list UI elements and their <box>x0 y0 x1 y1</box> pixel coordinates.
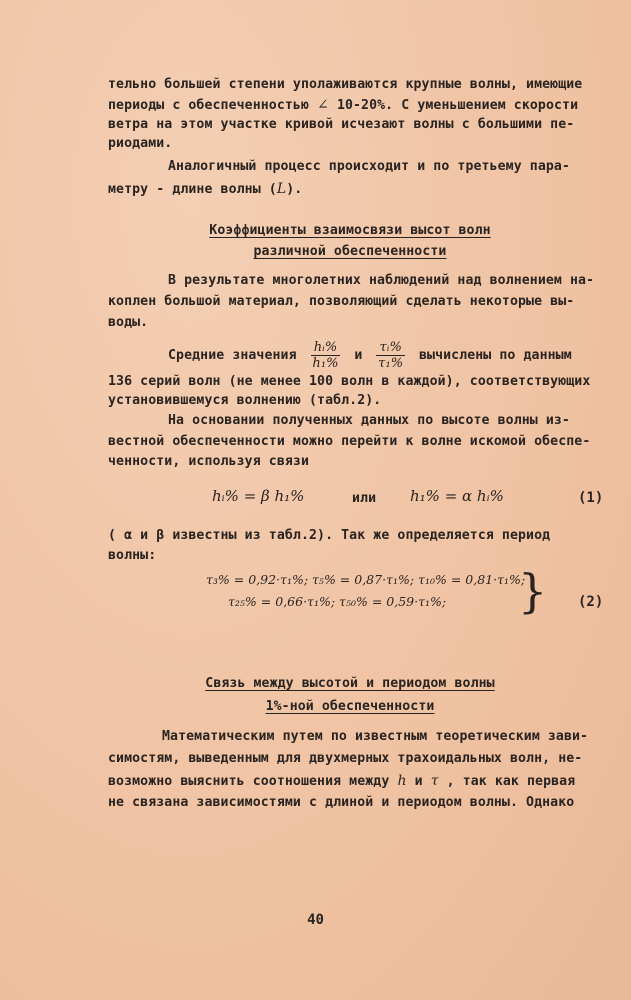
text-line: В результате многолетних наблюдений над волнением на- <box>168 273 595 288</box>
text-fragment: 10-20%. С уменьшением скорости <box>336 98 579 113</box>
text-line: риодами. <box>108 136 173 151</box>
text-line: не связана зависимостями с длиной и периодом волны. Однако <box>108 795 575 810</box>
wavelength-symbol: L <box>276 181 287 197</box>
text-line: вестной обеспеченности можно перейти к волне искомой обеспе- <box>108 434 591 449</box>
text-fragment: периоды с обеспеченностью <box>108 98 309 113</box>
text-fragment: , так как первая <box>446 774 576 789</box>
text-line: На основании полученных данных по высоте волны из- <box>168 413 570 428</box>
text-line <box>108 772 613 791</box>
period-ratio-fraction <box>376 340 404 371</box>
text-fragment: или <box>352 491 377 506</box>
text-fragment: и <box>354 348 363 363</box>
text-fragment: ). <box>286 182 303 197</box>
page-number: 40 <box>307 912 324 928</box>
height-symbol: h <box>397 773 407 789</box>
text-line: ченности, используя связи <box>108 454 309 469</box>
section-heading: 1%-ной обеспеченности <box>265 699 435 714</box>
text-line: 136 серий волн (не менее 100 волн в каждой), соответствующих <box>108 374 591 389</box>
text-fragment: вычислены по данным <box>418 348 572 363</box>
equation-number: (1) <box>578 490 604 506</box>
text-line: волны: <box>108 548 157 563</box>
text-fragment: метру - длине волны ( <box>108 182 277 197</box>
less-than-symbol: ∠ <box>317 97 329 113</box>
text-line: ( α и β известны из табл.2). Так же определяется период <box>108 528 551 543</box>
section-heading: Коэффициенты взаимосвязи высот волн <box>209 223 491 238</box>
text-line: Математическим путем по известным теоретическим зави- <box>162 729 589 744</box>
fraction-numerator: hᵢ% <box>311 340 341 356</box>
text-fragment: возможно выяснить соотношения между <box>108 774 390 789</box>
equation-row: τ₂₅% = 0,66·τ₁%; τ₅₀% = 0,59·τ₁%; <box>228 594 447 609</box>
fraction-numerator: τᵢ% <box>376 340 404 356</box>
text-line: симостям, выведенным для двухмерных трахоидальных волн, не- <box>108 751 583 766</box>
text-line <box>108 96 613 115</box>
section-heading: различной обеспеченности <box>253 244 447 259</box>
text-line: воды. <box>108 315 149 330</box>
height-ratio-fraction <box>311 340 341 371</box>
fraction-denominator: h₁% <box>312 355 339 371</box>
text-line <box>168 338 608 374</box>
right-brace: } <box>518 564 548 618</box>
period-symbol: τ <box>430 773 439 789</box>
text-line: коплен большой материал, позволяющий сделать некоторые вы- <box>108 294 575 309</box>
text-fragment: и <box>414 774 423 789</box>
text-line: тельно большей степени уполаживаются крупные волны, имеющие <box>108 77 583 92</box>
text-fragment: Средние значения <box>168 348 297 363</box>
text-line: ветра на этом участке кривой исчезают волны с большими пе- <box>108 117 575 132</box>
equation-row: τ₃% = 0,92·τ₁%; τ₅% = 0,87·τ₁%; τ₁₀% = 0,81·τ₁%; <box>206 572 526 587</box>
fraction-denominator: τ₁% <box>378 355 404 371</box>
section-heading: Связь между высотой и периодом волны <box>205 676 495 691</box>
text-line <box>108 180 613 199</box>
text-line: Аналогичный процесс происходит и по третьему пара- <box>168 159 570 174</box>
equation-left: hᵢ% = β h₁% <box>212 487 305 505</box>
equation-number: (2) <box>578 594 604 610</box>
equation-right: h₁% = α hᵢ% <box>410 487 504 505</box>
text-line: установившемуся волнению (табл.2). <box>108 393 382 408</box>
